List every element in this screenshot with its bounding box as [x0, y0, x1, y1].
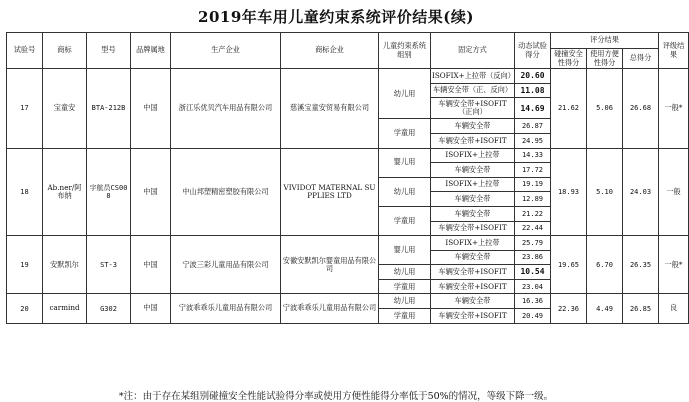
restraint-group: 幼儿用 — [379, 177, 431, 206]
header-eval: 评分结果 — [551, 33, 659, 49]
fixing-method: 车辆安全带 — [431, 163, 515, 178]
fixing-method: 车辆安全带 — [431, 250, 515, 265]
ease-score: 6.70 — [587, 236, 623, 294]
dynamic-score: 24.95 — [515, 133, 551, 148]
header-fix: 固定方式 — [431, 33, 515, 69]
rating: 一般 — [659, 148, 689, 236]
trademark-owner: 宁波乖乖乐儿童用品有限公司 — [281, 294, 379, 323]
fixing-method: 车辆安全带 — [431, 119, 515, 134]
model-name: BTA-212B — [87, 69, 131, 149]
manufacturer: 浙江乐优贝汽车用品有限公司 — [171, 69, 281, 149]
brand-name: carmind — [43, 294, 87, 323]
dynamic-score: 20.60 — [515, 69, 551, 84]
footnote: *注：由于存在某组别碰撞安全性能试验得分率或使用方便性能得分率低于50%的情况，等级下降一级。 — [118, 391, 554, 402]
table-row — [7, 294, 689, 309]
ease-score: 5.06 — [587, 69, 623, 149]
header-model: 型号 — [87, 33, 131, 69]
dynamic-score: 11.08 — [515, 83, 551, 98]
fixing-method: 车辆安全带+ISOFIT — [431, 279, 515, 294]
total-score: 24.03 — [623, 148, 659, 236]
trademark-owner: VIVIDOT MATERNAL SUPPLIES LTD — [281, 148, 379, 236]
manufacturer: 中山邦塑精密塑胶有限公司 — [171, 148, 281, 236]
fixing-method: ISOFIX+上拉带 — [431, 236, 515, 251]
fixing-method: 车辆安全带+ISOFIT — [431, 133, 515, 148]
header-dyn: 动态试验得分 — [515, 33, 551, 69]
total-score: 26.68 — [623, 69, 659, 149]
manufacturer: 宁波乖乖乐儿童用品有限公司 — [171, 294, 281, 323]
test-no: 19 — [7, 236, 43, 294]
rating: 一般* — [659, 236, 689, 294]
fixing-method: 车辆安全带+ISOFIT — [431, 221, 515, 236]
test-no: 17 — [7, 69, 43, 149]
dynamic-score: 23.86 — [515, 250, 551, 265]
trademark-owner: 慈溪宝童安贸易有限公司 — [281, 69, 379, 149]
model-name: ST-3 — [87, 236, 131, 294]
dynamic-score: 20.49 — [515, 309, 551, 324]
rating: 一般* — [659, 69, 689, 149]
header-ease: 使用方便性得分 — [587, 49, 623, 69]
test-no: 18 — [7, 148, 43, 236]
fixing-method: 车辆安全带+ISOFIT — [431, 265, 515, 280]
dynamic-score: 14.69 — [515, 98, 551, 119]
fixing-method: 车辆安全带+ISOFIT（正向） — [431, 98, 515, 119]
fixing-method: 车辆安全带 — [431, 294, 515, 309]
model-name: G302 — [87, 294, 131, 323]
ease-score: 4.49 — [587, 294, 623, 323]
total-score: 26.35 — [623, 236, 659, 294]
rating: 良 — [659, 294, 689, 323]
fixing-method: 车辆安全带+ISOFIT — [431, 309, 515, 324]
header-total: 总得分 — [623, 49, 659, 69]
restraint-group: 婴儿用 — [379, 236, 431, 265]
fixing-method: ISOFIX+上拉带（反向） — [431, 69, 515, 84]
brand-name: 安默凯尔 — [43, 236, 87, 294]
brand-name: Ab.ner/阿布纳 — [43, 148, 87, 236]
header-brand: 商标 — [43, 33, 87, 69]
restraint-group: 学童用 — [379, 309, 431, 324]
manufacturer: 宁波三彩儿童用品有限公司 — [171, 236, 281, 294]
crash-score: 22.36 — [551, 294, 587, 323]
crash-score: 21.62 — [551, 69, 587, 149]
dynamic-score: 12.89 — [515, 192, 551, 207]
header-maker: 生产企业 — [171, 33, 281, 69]
results-body — [7, 69, 689, 324]
dynamic-score: 14.33 — [515, 148, 551, 163]
dynamic-score: 25.79 — [515, 236, 551, 251]
crash-score: 19.65 — [551, 236, 587, 294]
restraint-group: 学童用 — [379, 119, 431, 148]
fixing-method: ISOFIX+上拉带 — [431, 148, 515, 163]
fixing-method: 车辆安全带 — [431, 206, 515, 221]
dynamic-score: 16.36 — [515, 294, 551, 309]
origin: 中国 — [131, 148, 171, 236]
restraint-group: 学童用 — [379, 279, 431, 294]
fixing-method: ISOFIX+上拉带 — [431, 177, 515, 192]
ease-score: 5.10 — [587, 148, 623, 236]
header-no: 试验号 — [7, 33, 43, 69]
model-name: 宇航员CS008 — [87, 148, 131, 236]
table-row — [7, 148, 689, 163]
header-owner: 商标企业 — [281, 33, 379, 69]
table-row — [7, 69, 689, 84]
trademark-owner: 安徽安默凯尔婴童用品有限公司 — [281, 236, 379, 294]
origin: 中国 — [131, 69, 171, 149]
brand-name: 宝童安 — [43, 69, 87, 149]
total-score: 26.85 — [623, 294, 659, 323]
dynamic-score: 21.22 — [515, 206, 551, 221]
page-title: 2019年车用儿童约束系统评价结果(续) — [198, 8, 474, 26]
restraint-group: 幼儿用 — [379, 69, 431, 119]
restraint-group: 幼儿用 — [379, 265, 431, 280]
dynamic-score: 10.54 — [515, 265, 551, 280]
header-group: 儿童约束系统组别 — [379, 33, 431, 69]
dynamic-score: 22.44 — [515, 221, 551, 236]
header-crash: 碰撞安全性得分 — [551, 49, 587, 69]
dynamic-score: 26.87 — [515, 119, 551, 134]
fixing-method: 车辆安全带（正、反向） — [431, 83, 515, 98]
test-no: 20 — [7, 294, 43, 323]
header-origin: 品牌属地 — [131, 33, 171, 69]
results-table — [6, 32, 689, 324]
restraint-group: 婴儿用 — [379, 148, 431, 177]
origin: 中国 — [131, 236, 171, 294]
fixing-method: 车辆安全带 — [431, 192, 515, 207]
table-row — [7, 236, 689, 251]
header-level: 评级结果 — [659, 33, 689, 69]
dynamic-score: 17.72 — [515, 163, 551, 178]
crash-score: 18.93 — [551, 148, 587, 236]
dynamic-score: 23.04 — [515, 279, 551, 294]
restraint-group: 学童用 — [379, 206, 431, 235]
dynamic-score: 19.19 — [515, 177, 551, 192]
restraint-group: 幼儿用 — [379, 294, 431, 309]
origin: 中国 — [131, 294, 171, 323]
